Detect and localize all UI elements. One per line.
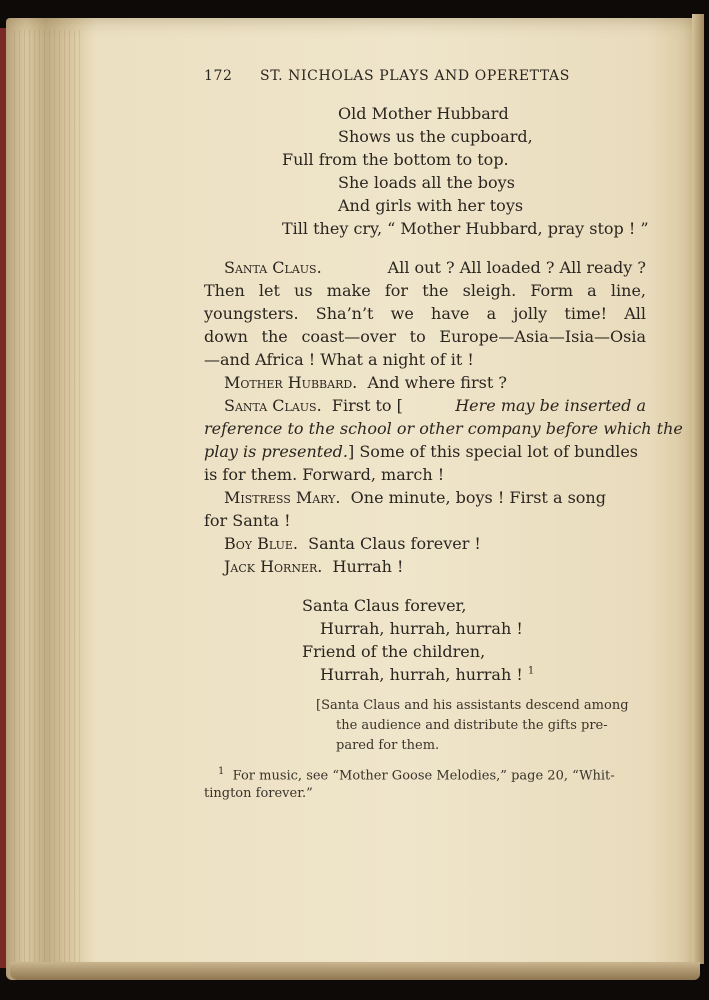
- dialogue-line: [224, 373, 507, 392]
- dialogue-line: [224, 396, 646, 415]
- page-number: 172: [204, 68, 233, 84]
- song1-line: Full from the bottom to top.: [282, 150, 509, 169]
- page-bottom-edge: [10, 962, 700, 980]
- speaker-name: Boy Blue.: [224, 534, 298, 553]
- speaker-name: Mother Hubbard.: [224, 373, 358, 392]
- speech-text: One minute, boys ! First a song: [350, 488, 606, 507]
- dialogue-line: Then let us make for the sleigh. Form a line,: [204, 281, 646, 300]
- running-title: ST. NICHOLAS PLAYS AND OPERETTAS: [260, 68, 570, 84]
- dialogue-line: for Santa !: [204, 511, 291, 530]
- footnote-marker: 1: [527, 665, 535, 677]
- dialogue-line: youngsters. Sha’n’t we have a jolly time! All: [204, 304, 646, 323]
- stage-note-italic: reference to the school or other company before which the: [204, 419, 683, 438]
- footnote-line: [218, 766, 615, 783]
- speech-text: And where first ?: [367, 373, 507, 392]
- dialogue-line: [224, 534, 481, 553]
- stage-note-italic: play is presented.: [204, 442, 349, 461]
- song1-line: She loads all the boys: [338, 173, 515, 192]
- song2-line: [320, 665, 534, 684]
- song2-line: Santa Claus forever,: [302, 596, 467, 615]
- song2-line: Hurrah, hurrah, hurrah !: [320, 619, 523, 638]
- speech-text: Hurrah !: [332, 557, 404, 576]
- speaker-name: Mistress Mary.: [224, 488, 341, 507]
- speech-text: Santa Claus forever !: [308, 534, 481, 553]
- stage-direction-line: [Santa Claus and his assistants descend among: [316, 698, 629, 713]
- speech-text: ] Some of this special lot of bundles: [348, 442, 638, 461]
- dialogue-line: is for them. Forward, march !: [204, 465, 445, 484]
- dialogue-line: down the coast—over to Europe—Asia—Isia—Osia: [204, 327, 646, 346]
- footnote-number: 1: [218, 766, 225, 777]
- dialogue-line: [224, 258, 646, 277]
- song2-text: Hurrah, hurrah, hurrah !: [320, 665, 523, 684]
- song2-line: Friend of the children,: [302, 642, 486, 661]
- footnote-text: For music, see “Mother Goose Melodies,” page 20, “Whit-: [232, 768, 615, 784]
- page-edges: [14, 30, 84, 970]
- speech-text: All out ? All loaded ? All ready ?: [387, 258, 646, 277]
- speaker-name: Jack Horner.: [224, 557, 323, 576]
- stage-direction-line: the audience and distribute the gifts pre-: [336, 718, 608, 733]
- speaker-name: Santa Claus.: [224, 258, 322, 277]
- stage-note-italic: Here may be inserted a: [455, 396, 646, 415]
- song1-line: And girls with her toys: [338, 196, 524, 215]
- footnote-line: tington forever.”: [204, 786, 313, 801]
- page-right-edge: [692, 14, 704, 964]
- dialogue-line: [224, 557, 403, 576]
- dialogue-line: [224, 488, 646, 507]
- speaker-name: Santa Claus.: [224, 396, 322, 415]
- speech-text: First to [: [331, 396, 403, 415]
- stage-direction-line: pared for them.: [336, 738, 440, 753]
- dialogue-line: [204, 442, 638, 461]
- song1-line: Till they cry, “ Mother Hubbard, pray stop ! ”: [282, 219, 649, 238]
- dialogue-line: —and Africa ! What a night of it !: [204, 350, 474, 369]
- song1-line: Old Mother Hubbard: [338, 104, 509, 123]
- song1-line: Shows us the cupboard,: [338, 127, 533, 146]
